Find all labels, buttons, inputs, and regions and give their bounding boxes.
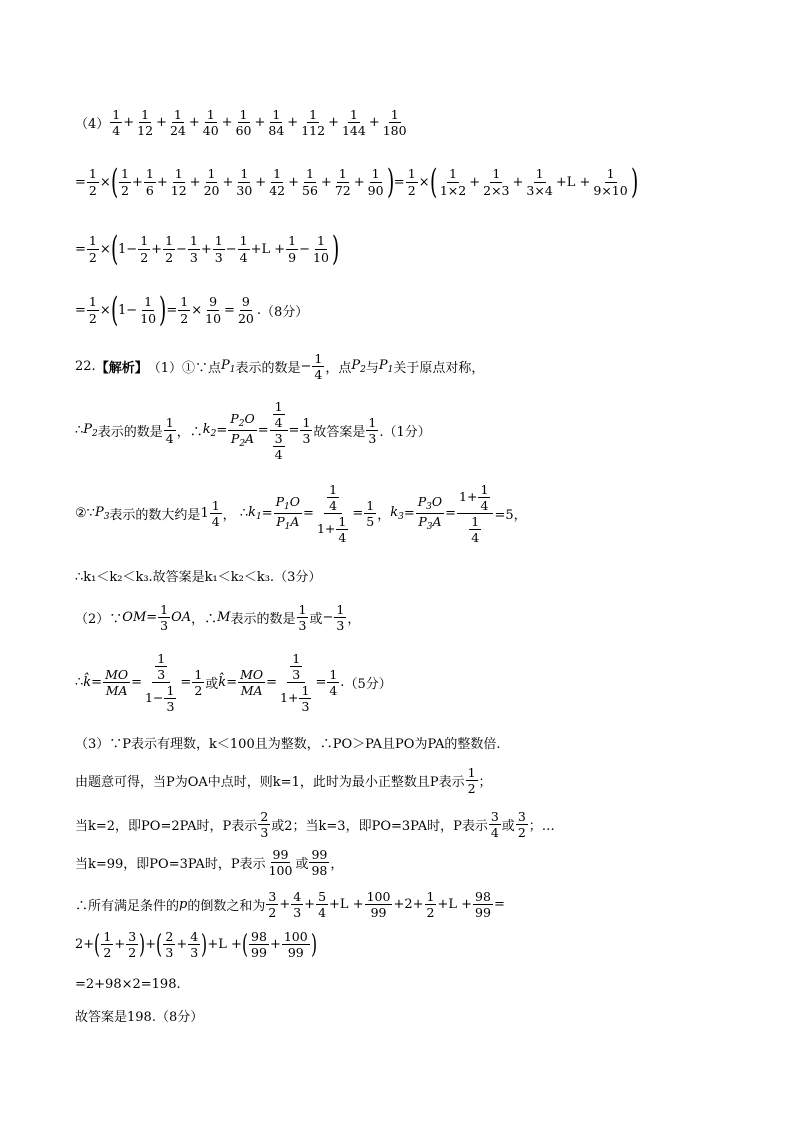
q22-line7: （3）∵P表示有理数，k＜100且为整数，∴PO＞PA且PO为PA的整数倍.	[75, 737, 501, 752]
q22-line9: 当k=2，即PO=2PA时，P表示 2 3 或2；当k=3，即PO=3PA时，P表示 3 4 或 3 2 ；…	[75, 809, 555, 841]
q22-line4: ∴k₁＜k₂＜k₃.故答案是k₁＜k₂＜k₃.（3分）	[75, 570, 322, 585]
q22-line10: 当k=99，即PO=3PA时，P表示 99 100 或 99 98 ，	[75, 847, 344, 879]
q22-line3: ②∵ $P_3$ 表示的数大约是 1 1 4 ， ∴ $k_1$ = $P_1O$ $P_1A$ = $\frac{1}{4}$ 1+ $\frac{1}{4}$ = 1 5 ， $k_3$ = $P_3O$ $P_3A$ = 1+ $\frac{1}{4}$ $\frac{1}{4}$ =5，	[75, 482, 527, 546]
q22-line5: （2）∵ OM = 1 3 OA ，∴ M 表示的数是 1 3 或 − 1 3 ，	[75, 602, 361, 634]
q22-line13: =2+98×2=198.	[75, 977, 181, 992]
q22-line12: 2+ ( 1 2 + 3 2 ) + ( 2 3 + 4 3 ) +L + ( 98 99 + 100 99 )	[75, 929, 317, 961]
q22-line8: 由题意可得，当P为OA中点时，则k=1，此时为最小正整数且P表示 1 2 ；	[75, 765, 492, 797]
p4-step3: = 1 2 × ( 1− 1 10 ) = 1 2 × 9 10 = 9 20 . （8分）	[75, 290, 309, 330]
q22-line14: 故答案是198.（8分）	[75, 1010, 204, 1025]
q22-line11: ∴所有满足条件的 p 的倒数之和为 3 2 + 4 3 + 5 4 +L + 100 99 +2+ 1 2 +L + 98 99 =	[75, 889, 505, 921]
q22-line1: 22. 【解析】 （1）①∵点 $P_1$ 表示的数是 − 1 4 ，点 $P_2$ 与 $P_1$ 关于原点对称，	[75, 351, 485, 383]
p4-step2: = 1 2 × ( 1− 1 2 + 1 2 − 1 3 + 1 3 − 1 4 +L + 1 9 − 1 10 )	[75, 229, 340, 269]
p4-label: （4）	[75, 117, 110, 133]
q22-line2: ∴ $P_2$ 表示的数是 1 4 ，∴ $k_2$ = $P_2O$ $P_2A$ = $\frac{1}{4}$ $\frac{3}{4}$ = 1 3 故答案是 1 3 .（1分）	[75, 399, 431, 463]
p4-expression: （4） 1 4 + 1 12 + 1 24 + 1 40 + 1 60 + 1 84 + 1 112 + 1 144 + 1 180	[75, 107, 407, 139]
q22-line6: ∴ k̂ = MO MA = $\frac{1}{3}$ 1− $\frac{1}{3}$ = 1 2 或 k̂ = MO MA = $\frac{1}{3}$ 1+ $\frac{1}{3}$ = 1 4 . （5分）	[75, 651, 392, 715]
p4-step1: = 1 2 × ( 1 2 + 1 6 + 1 12 + 1 20 + 1 30 + 1 42 + 1 56 + 1 72 + 1 90 ) = 1 2 × ( 1 1×2 + 1 2×3 + 1 3×4 +L + 1 9×10 )	[75, 162, 638, 202]
p4-score: （8分）	[261, 304, 309, 320]
